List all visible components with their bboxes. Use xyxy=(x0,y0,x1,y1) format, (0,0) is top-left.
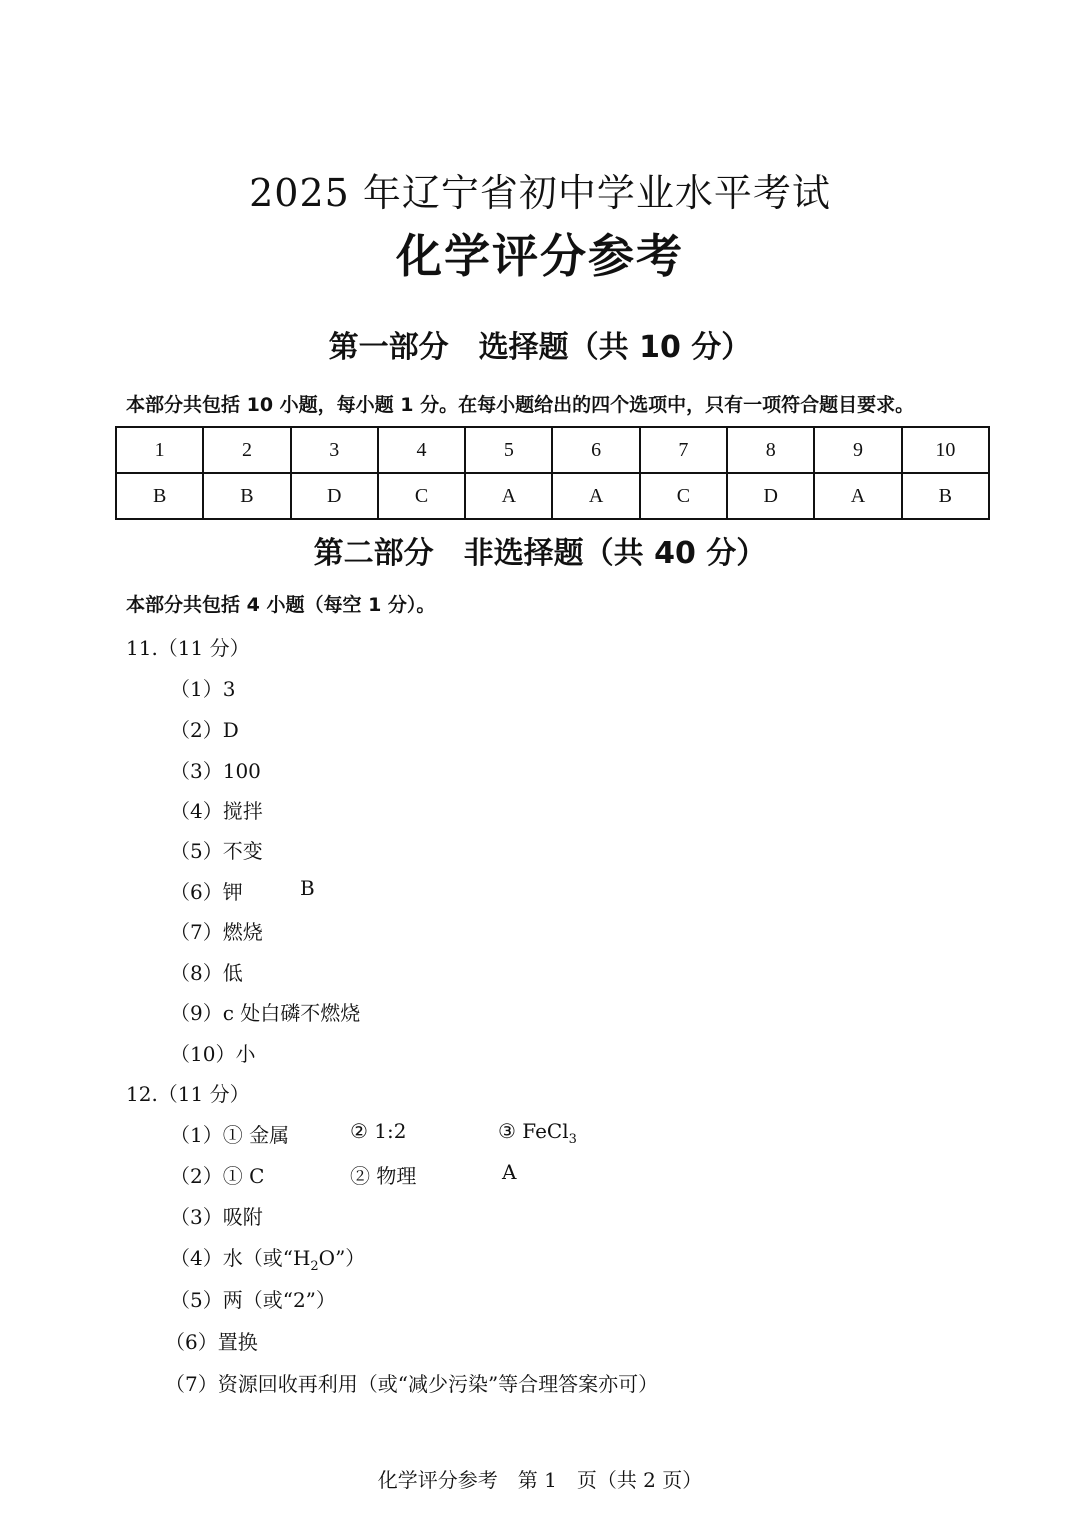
page-footer: 化学评分参考 第 1 页（共 2 页） xyxy=(377,1468,703,1492)
question-number: 1 xyxy=(116,427,203,473)
question-number: 9 xyxy=(814,427,901,473)
exam-title: 2025 年辽宁省初中学业水平考试 xyxy=(249,171,831,215)
question-number: 5 xyxy=(465,427,552,473)
q11-item: （9）c 处白磷不燃烧 xyxy=(170,1001,361,1025)
q12-item5: （5）两（或“2”） xyxy=(170,1288,336,1312)
answer-row xyxy=(116,473,989,519)
answer-cell: A xyxy=(465,473,552,519)
q11-item: （5）不变 xyxy=(170,839,263,863)
question-number: 10 xyxy=(902,427,989,473)
q12-item4-post: O”） xyxy=(318,1246,366,1270)
page-title: 化学评分参考 xyxy=(396,229,684,283)
answer-cell: B xyxy=(902,473,989,519)
q11-item: （4）搅拌 xyxy=(170,799,263,823)
q12-item2-c: A xyxy=(502,1160,517,1184)
q12-item2-a: （2）① C xyxy=(170,1164,265,1188)
answer-cell: B xyxy=(116,473,203,519)
question-number: 4 xyxy=(378,427,465,473)
q11-item: （8）低 xyxy=(170,961,243,985)
q11-item: （3）100 xyxy=(170,759,261,783)
answer-cell: C xyxy=(640,473,727,519)
answer-cell: D xyxy=(727,473,814,519)
answer-cell: A xyxy=(814,473,901,519)
answer-cell: C xyxy=(378,473,465,519)
question-number-row xyxy=(116,427,989,473)
q12-item1-c-sub: 3 xyxy=(568,1132,577,1147)
q11-item6-extra: B xyxy=(300,876,315,900)
q12-item1-c xyxy=(498,1119,577,1147)
q12-item3: （3）吸附 xyxy=(170,1205,263,1229)
q11-item: （6）钾 xyxy=(170,880,243,904)
q12-item4 xyxy=(170,1242,365,1274)
q11-item: （2）D xyxy=(170,718,239,742)
answer-cell: D xyxy=(291,473,378,519)
q12-item7: （7）资源回收再利用（或“减少污染”等合理答案亦可） xyxy=(165,1372,659,1396)
answer-cell: B xyxy=(203,473,290,519)
q12-item6: （6）置换 xyxy=(165,1330,258,1354)
q12-item2-b: ② 物理 xyxy=(350,1164,417,1188)
answer-cell: A xyxy=(552,473,639,519)
q12-item1-c-text: ③ FeCl xyxy=(498,1119,569,1143)
answer-table xyxy=(115,426,990,520)
question-number: 2 xyxy=(203,427,290,473)
q11-item: （7）燃烧 xyxy=(170,920,263,944)
question-number: 7 xyxy=(640,427,727,473)
q12-item4-sub: 2 xyxy=(310,1259,319,1274)
part1-heading: 第一部分 选择题（共 10 分） xyxy=(328,330,752,365)
q11-heading: 11.（11 分） xyxy=(126,636,250,660)
q12-item1-a: （1）① 金属 xyxy=(170,1123,290,1147)
part2-intro: 本部分共包括 4 小题（每空 1 分）。 xyxy=(126,594,436,616)
q12-item4-text: （4）水（或“H xyxy=(170,1246,311,1270)
part1-intro: 本部分共包括 10 小题，每小题 1 分。在每小题给出的四个选项中，只有一项符合题目要求。 xyxy=(126,394,915,416)
q11-item: （10）小 xyxy=(170,1042,256,1066)
q12-heading: 12.（11 分） xyxy=(126,1082,250,1106)
question-number: 8 xyxy=(727,427,814,473)
question-number: 3 xyxy=(291,427,378,473)
part2-heading: 第二部分 非选择题（共 40 分） xyxy=(313,536,767,571)
q12-item1-b: ② 1:2 xyxy=(350,1119,407,1143)
q11-item: （1）3 xyxy=(170,677,236,701)
question-number: 6 xyxy=(552,427,639,473)
